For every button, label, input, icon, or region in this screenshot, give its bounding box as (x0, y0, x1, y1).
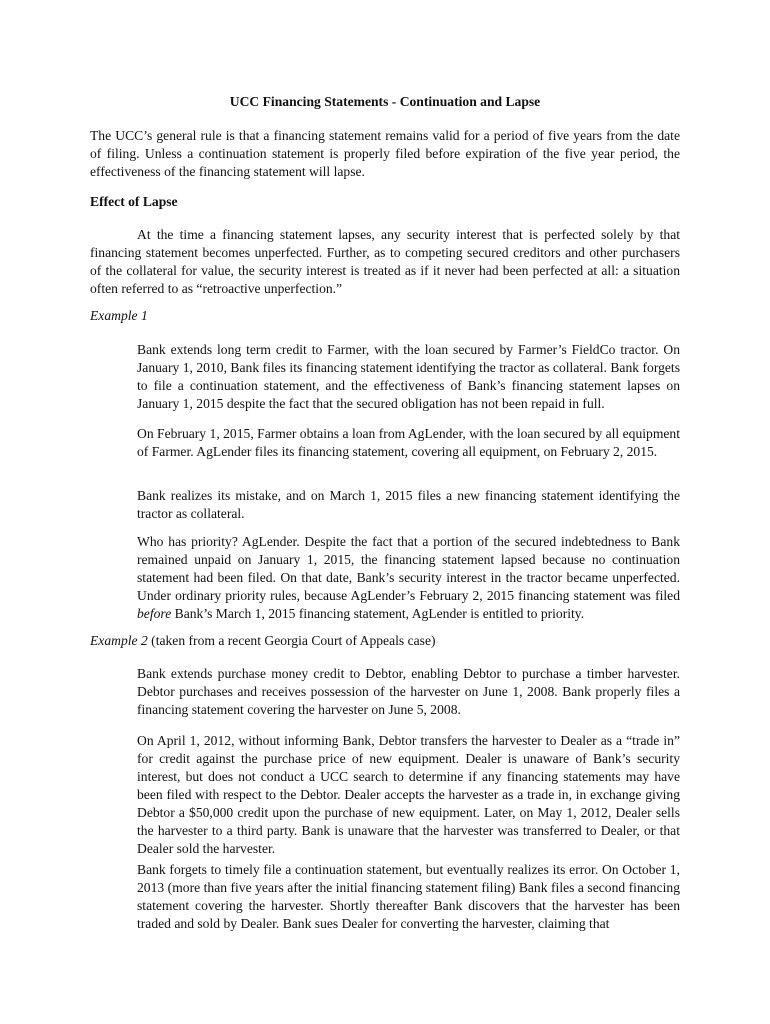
example-2-paragraph: Bank forgets to timely file a continuation statement, but eventually realizes its error. On October 1, 2013 (more than five years after the initial financing statement filing) Bank files a second financing statement covering the harvester. Shortly thereafter Bank discovers that the harvester has been traded and sold by Dealer. Bank sues Dealer for converting the harvester, claiming that (137, 862, 680, 931)
example-1-priority-paragraph (137, 533, 680, 623)
section-heading: Effect of Lapse (90, 194, 178, 209)
example-2-label-suffix: (taken from a recent Georgia Court of Appeals case) (147, 633, 436, 648)
intro-paragraph: The UCC’s general rule is that a financing statement remains valid for a period of five years from the date of filing. Unless a continuation statement is properly filed before expiration of the five year period, the effectiveness of the financing statement will lapse. (90, 128, 680, 179)
example-1-paragraph: On February 1, 2015, Farmer obtains a loan from AgLender, with the loan secured by all equipment of Farmer. AgLender files its financing statement, covering all equipment, on February 2, 2015. (137, 426, 680, 459)
priority-text-emphasis: before (137, 606, 172, 621)
example-2-paragraph: Bank extends purchase money credit to Debtor, enabling Debtor to purchase a timber harvester. Debtor purchases and receives possession of the harvester on June 1, 2008. Bank properly files a financing statement covering the harvester on June 5, 2008. (137, 666, 680, 717)
example-1-label: Example 1 (90, 308, 148, 323)
lapse-paragraph: At the time a financing statement lapses, any security interest that is perfected solely by that financing statement becomes unperfected. Further, as to competing secured creditors and other purchasers of the collateral for value, the security interest is treated as if it never had been perfected at all: a situation often referred to as “retroactive unperfection.” (90, 227, 680, 296)
priority-text-after: Bank’s March 1, 2015 financing statement, AgLender is entitled to priority. (171, 606, 585, 621)
document-title: UCC Financing Statements - Continuation and Lapse (229, 94, 541, 109)
example-2-label (90, 632, 436, 650)
example-2-label-title: Example 2 (90, 633, 148, 648)
example-1-paragraph: Bank extends long term credit to Farmer, with the loan secured by Farmer’s FieldCo tractor. On January 1, 2010, Bank files its financing statement identifying the tractor as collateral. Bank forgets to file a continuation statement, and the effectiveness of Bank’s financing statement lapses on January 1, 2015 despite the fact that the secured obligation has not been repaid in full. (137, 342, 680, 411)
example-2-paragraph: On April 1, 2012, without informing Bank, Debtor transfers the harvester to Dealer as a “trade in” for credit against the purchase price of new equipment. Dealer is unaware of Bank’s security interest, but does not conduct a UCC search to determine if any financing statements may have been filed with respect to the Debtor. Dealer accepts the harvester as a trade in, in exchange giving Debtor a $50,000 credit upon the purchase of new equipment. Later, on May 1, 2012, Dealer sells the harvester to a third party. Bank is unaware that the harvester was transferred to Dealer, or that Dealer sold the harvester. (137, 733, 680, 856)
example-1-paragraph: Bank realizes its mistake, and on March 1, 2015 files a new financing statement identifying the tractor as collateral. (137, 488, 680, 521)
priority-text-before: Who has priority? AgLender. Despite the fact that a portion of the secured indebtedness to Bank remained unpaid on January 1, 2015, the financing statement lapsed because no continuation statement had been filed. On that date, Bank’s security interest in the tractor became unperfected. Under ordinary priority rules, because AgLender’s February 2, 2015 financing statement was filed (137, 534, 680, 603)
